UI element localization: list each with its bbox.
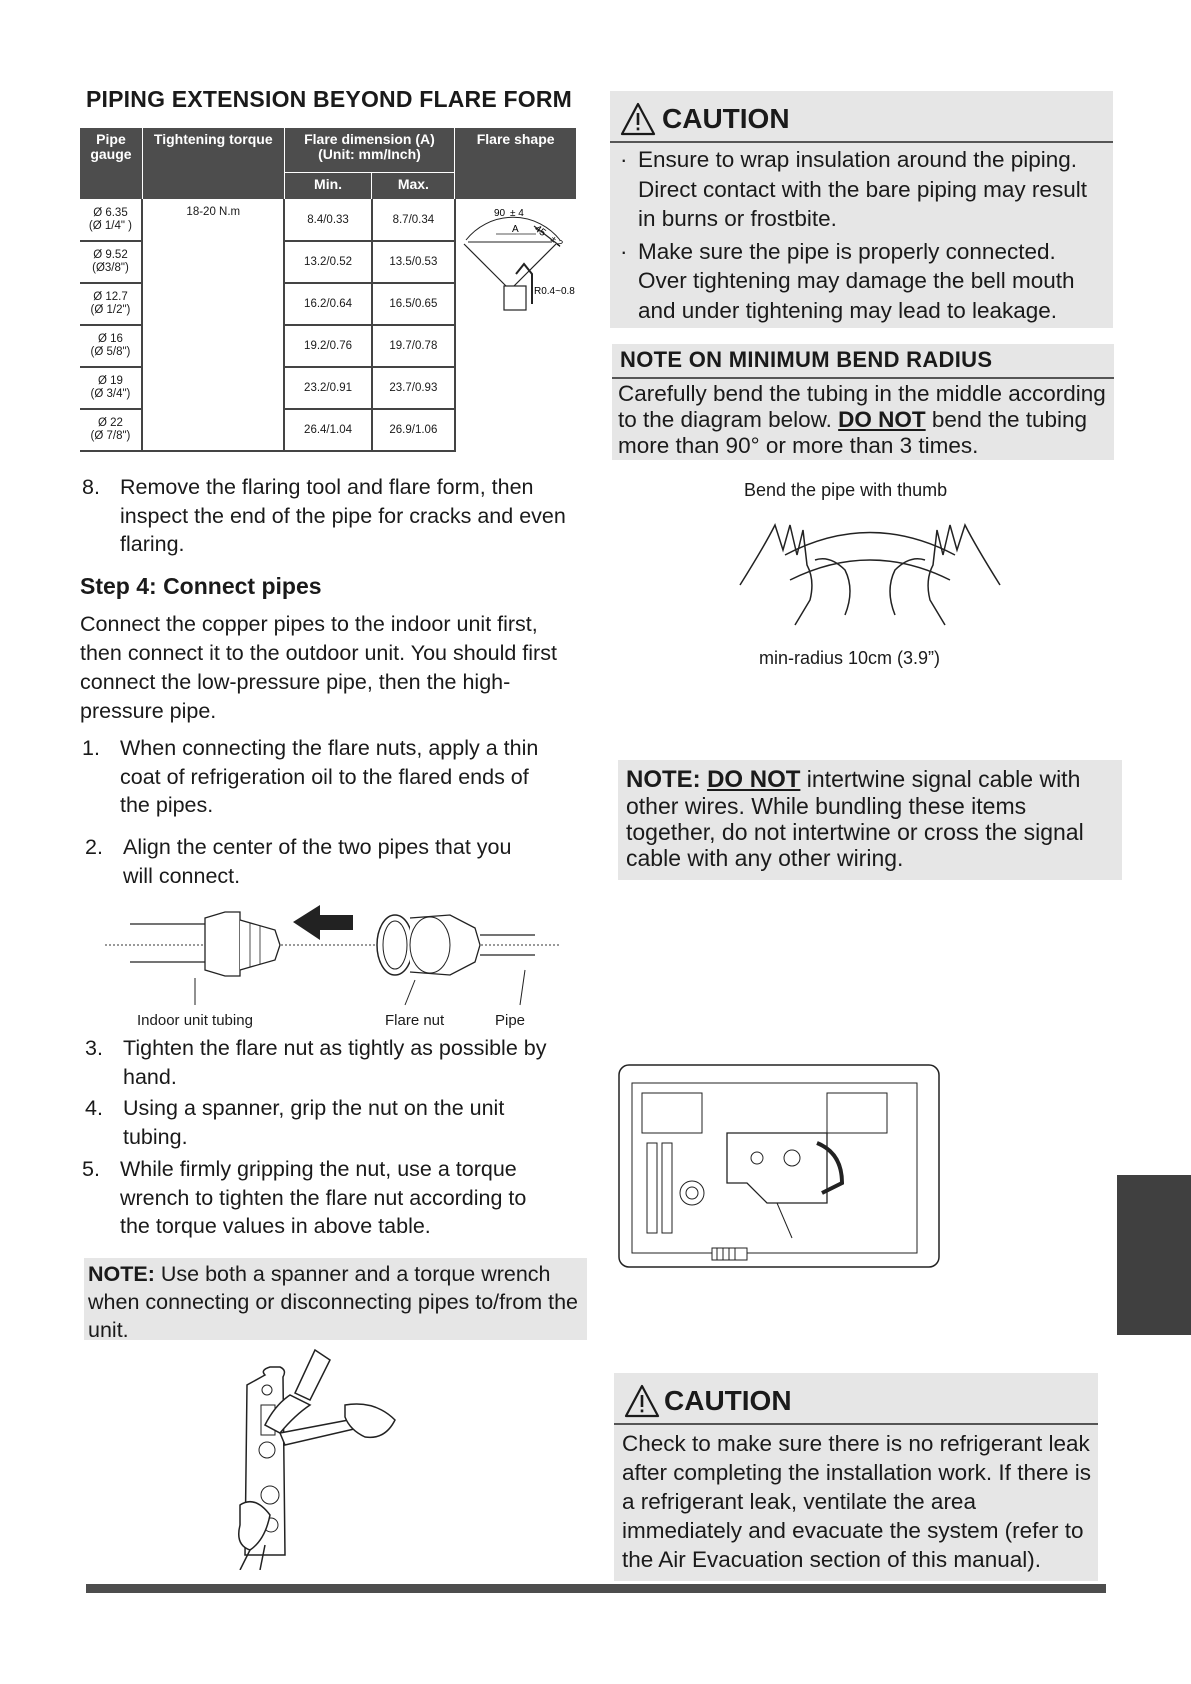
unit-panel-illustration (617, 1063, 942, 1271)
bend-note-emphasis: DO NOT (838, 407, 926, 432)
step-text: Remove the flaring tool and flare form, then inspect the end of the pipe for cracks and even flaring. (120, 475, 566, 556)
section-title: PIPING EXTENSION BEYOND FLARE FORM (86, 86, 573, 112)
note-label: NOTE: (88, 1262, 155, 1286)
caution-bullet: · Ensure to wrap insulation around the piping. Direct contact with the bare piping may result in burns or frostbite. (620, 147, 1087, 231)
gauge-in: (Ø 1/2") (90, 304, 131, 316)
min-value: 8.4/0.33 (284, 200, 372, 242)
caution-bullet-text: Ensure to wrap insulation around the piping. Direct contact with the bare piping may result in burns or frostbite. (638, 147, 1087, 231)
step-text: While firmly gripping the nut, use a torque wrench to tighten the flare nut according to the torque values in above table. (120, 1157, 527, 1238)
pipe-label: Pipe (495, 1012, 526, 1029)
gauge-in: (Ø 7/8") (90, 430, 131, 442)
note-text: Use both a spanner and a torque wrench when connecting or disconnecting pipes to/from the unit. (88, 1262, 579, 1342)
min-value: 26.4/1.04 (284, 409, 372, 451)
caution-text: Check to make sure there is no refrigerant leak after completing the installation work. If there is a refrigerant leak, ventilate the area immediately and evacuate the system (refer to the Air Evacuation section of this manual). (622, 1431, 1091, 1572)
warning-triangle-icon (624, 1383, 660, 1419)
angle45-tol-label: ± 2 (548, 233, 565, 249)
header-pipe-gauge: Pipe gauge (80, 128, 143, 200)
header-max: Max. (372, 173, 455, 200)
min-value: 23.2/0.91 (284, 367, 372, 409)
step-4 (85, 1094, 545, 1151)
step-3 (85, 1034, 555, 1091)
step-2 (85, 833, 545, 890)
wrench-illustration (225, 1345, 415, 1570)
bend-note-text-after: bend the tubing more than 90° or more than 3 times. (618, 407, 1088, 458)
step-text: When connecting the flare nuts, apply a thin coat of refrigeration oil to the flared ends of the pipes. (120, 736, 539, 817)
bend-note-title: NOTE ON MINIMUM BEND RADIUS (612, 344, 1114, 379)
max-value: 13.5/0.53 (372, 241, 455, 283)
bend-bottom-label: min-radius 10cm (3.9”) (759, 648, 941, 668)
header-min: Min. (284, 173, 372, 200)
step-number: 5. (82, 1157, 100, 1181)
indoor-tubing-label: Indoor unit tubing (137, 1012, 253, 1029)
step4-intro: Connect the copper pipes to the indoor unit first, then connect it to the outdoor unit. You should first connect the low-pressure pipe, then the high-pressure pipe. (80, 612, 557, 723)
max-value: 19.7/0.78 (372, 325, 455, 367)
step-number: 8. (82, 475, 100, 499)
note-emphasis: DO NOT (707, 766, 801, 793)
pipe-alignment-diagram (105, 890, 565, 1010)
flare-nut-label: Flare nut (385, 1012, 445, 1029)
gauge-in: (Ø 3/4") (90, 388, 131, 400)
header-tightening-torque: Tightening torque (142, 128, 284, 200)
flare-shape-cell (455, 200, 577, 452)
warning-triangle-icon (620, 101, 656, 137)
min-value: 13.2/0.52 (284, 241, 372, 283)
bend-note-text: Carefully bend the tubing in the middle according to the diagram below. (618, 381, 1106, 432)
max-value: 8.7/0.34 (372, 200, 455, 242)
gauge-mm: Ø 22 (97, 417, 123, 429)
caution-title: CAUTION (662, 103, 790, 134)
dimension-a-label: A (511, 224, 519, 235)
header-flare-dimension: Flare dimension (A) (Unit: mm/Inch) (284, 128, 455, 173)
step-number: 1. (82, 736, 100, 760)
gauge-mm: Ø 19 (97, 375, 123, 387)
gauge-in: (Ø 1/4" ) (88, 220, 132, 232)
step-number: 3. (85, 1036, 103, 1060)
min-value: 16.2/0.64 (284, 283, 372, 325)
step-text: Align the center of the two pipes that you will connect. (123, 835, 512, 888)
table-row (80, 200, 577, 242)
caution-title: CAUTION (664, 1385, 792, 1416)
max-value: 16.5/0.65 (372, 283, 455, 325)
max-value: 23.7/0.93 (372, 367, 455, 409)
caution-bullet-text: Make sure the pipe is properly connected. Over tightening may damage the bell mouth and under tightening may lead to leakage. (638, 238, 1075, 323)
caution-box-1 (610, 91, 1113, 328)
gauge-in: (Ø 5/8") (90, 346, 131, 358)
step-text: Using a spanner, grip the nut on the unit tubing. (123, 1096, 505, 1149)
gauge-mm: Ø 12.7 (93, 291, 128, 303)
step-8 (82, 473, 582, 559)
bend-radius-note (612, 344, 1114, 460)
step-text: Tighten the flare nut as tightly as possible by hand. (123, 1036, 547, 1089)
signal-cable-note (618, 760, 1122, 880)
bend-top-label: Bend the pipe with thumb (744, 480, 948, 500)
step-5 (82, 1155, 552, 1241)
header-flare-shape: Flare shape (455, 128, 577, 200)
angle90-tol-label: ± 4 (509, 208, 524, 219)
step4-heading: Step 4: Connect pipes (80, 573, 322, 599)
note-box-spanner (84, 1258, 587, 1340)
step-1 (82, 734, 552, 820)
step-number: 2. (85, 835, 103, 859)
bend-pipe-illustration (735, 505, 1005, 645)
step-number: 4. (85, 1096, 103, 1120)
gauge-mm: Ø 16 (97, 333, 123, 345)
note-label: NOTE: (626, 766, 701, 793)
footer-rule (86, 1584, 1106, 1593)
radius-label: R0.4~0.8 (533, 286, 575, 297)
direction-arrow-icon (293, 905, 353, 940)
min-value: 19.2/0.76 (284, 325, 372, 367)
flare-shape-diagram (456, 204, 578, 314)
gauge-mm: Ø 9.52 (93, 249, 128, 261)
note-text: intertwine signal cable with other wires. While bundling these items together, do not intertwine or cross the signal cable with any other wiring. (626, 766, 1084, 871)
caution-bullet: · Make sure the pipe is properly connected. Over tightening may damage the bell mouth and under tightening may lead to leakage. (620, 238, 1075, 323)
flare-spec-table (79, 127, 577, 452)
angle45-label: 45 (532, 223, 548, 239)
torque-value: 18-20 N.m (186, 206, 241, 218)
caution-box-2 (614, 1373, 1098, 1581)
gauge-mm: Ø 6.35 (93, 207, 128, 219)
gauge-in: (Ø3/8") (92, 262, 129, 274)
side-tab (1117, 1175, 1191, 1335)
angle90-label: 90 (493, 208, 505, 219)
max-value: 26.9/1.06 (372, 409, 455, 451)
